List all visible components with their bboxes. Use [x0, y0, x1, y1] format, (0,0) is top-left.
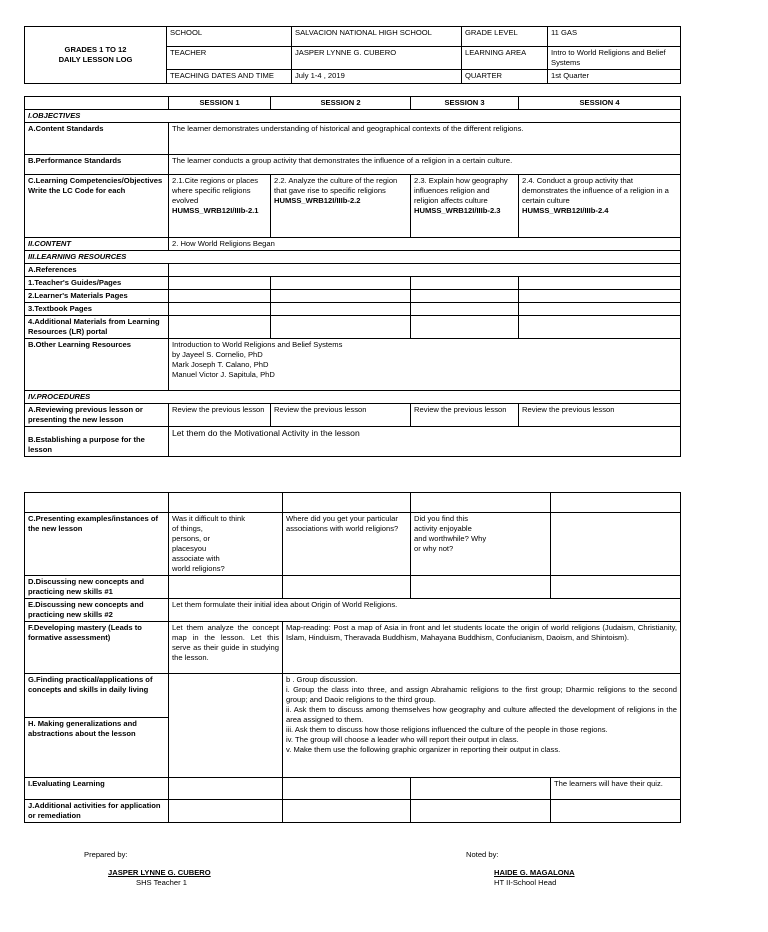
generalizations-label: H. Making generalizations and abstractions about the lesson — [25, 718, 169, 778]
competency-session-4 — [519, 175, 681, 238]
empty-cell — [551, 800, 681, 823]
textbook-pages-label: 3.Textbook Pages — [25, 303, 169, 316]
empty-cell — [25, 493, 169, 513]
performance-standards-label: B.Performance Standards — [25, 155, 169, 175]
empty-cell — [411, 800, 551, 823]
competency-3-code: HUMSS_WRB12I/IIIb-2.3 — [414, 206, 501, 215]
group-line: iv. The group will choose a leader who will report their output in class. — [286, 735, 519, 744]
empty-cell — [271, 303, 411, 316]
other-resources-line: Manuel Victor J. Sapitula, PhD — [172, 370, 275, 379]
noted-by-label: Noted by: — [466, 850, 499, 859]
prepared-by-title: SHS Teacher 1 — [136, 878, 187, 887]
quarter-label: QUARTER — [462, 70, 548, 84]
establishing-purpose-text: Let them do the Motivational Activity in the lesson — [169, 427, 681, 457]
teachers-guides-label: 1.Teacher's Guides/Pages — [25, 277, 169, 290]
content-standards-label: A.Content Standards — [25, 123, 169, 155]
review-session-3: Review the previous lesson — [411, 404, 519, 427]
presenting-session-3: Did you find this activity enjoyable and worthwhile? Why or why not? — [411, 513, 551, 576]
empty-cell — [169, 303, 271, 316]
other-resources-label: B.Other Learning Resources — [25, 339, 169, 391]
group-line: iii. Ask them to discuss how those religions influenced the culture of the people in those regions. — [286, 725, 608, 734]
developing-mastery-label: F.Developing mastery (Leads to formative assessment) — [25, 622, 169, 674]
dll-title — [25, 27, 167, 84]
area-label: LEARNING AREA — [462, 47, 548, 70]
session-3-header: SESSION 3 — [411, 97, 519, 110]
discussing-2-text: Let them formulate their initial idea about Origin of World Religions. — [169, 599, 681, 622]
references-label: A.References — [25, 264, 169, 277]
references-cell — [169, 264, 681, 277]
competency-4-code: HUMSS_WRB12I/IIIb-2.4 — [522, 206, 609, 215]
empty-cell — [169, 800, 283, 823]
empty-cell — [551, 576, 681, 599]
group-line: v. Make them use the following graphic organizer in reporting their output in class. — [286, 745, 561, 754]
lesson-table-part2 — [24, 492, 681, 823]
school-label: SCHOOL — [167, 27, 292, 47]
empty-cell — [411, 493, 551, 513]
area-value: Intro to World Religions and Belief Systems — [548, 47, 681, 70]
grade-label: GRADE LEVEL — [462, 27, 548, 47]
empty-cell — [411, 277, 519, 290]
empty-cell — [271, 277, 411, 290]
empty-cell — [283, 778, 411, 800]
finding-applications-label: G.Finding practical/applications of concepts and skills in daily living — [25, 674, 169, 718]
teacher-label: TEACHER — [167, 47, 292, 70]
evaluating-label: I.Evaluating Learning — [25, 778, 169, 800]
developing-session-1: Let them analyze the concept map in the lesson. Let this serve as their guide in studying the lesson. — [169, 622, 283, 674]
other-resources-line: by Jayeel S. Cornelio, PhD — [172, 350, 263, 359]
empty-cell — [411, 290, 519, 303]
group-discussion-text — [283, 674, 681, 778]
group-line: ii. Ask them to discuss among themselves how geography and culture affected the development of religions in the area assigned to them. — [286, 705, 677, 724]
competency-session-1 — [169, 175, 271, 238]
dates-value: July 1-4 , 2019 — [292, 70, 462, 84]
lesson-table-part1 — [24, 96, 681, 457]
dates-label: TEACHING DATES AND TIME — [167, 70, 292, 84]
empty-cell — [283, 576, 411, 599]
school-value: SALVACION NATIONAL HIGH SCHOOL — [292, 27, 462, 47]
discussing-2-label: E.Discussing new concepts and practicing new skills #2 — [25, 599, 169, 622]
presenting-examples-label: C.Presenting examples/instances of the new lesson — [25, 513, 169, 576]
header-table — [24, 26, 681, 84]
empty-cell — [169, 277, 271, 290]
developing-map-reading: Map-reading: Post a map of Asia in front and let students locate the origin of world religions (Judaism, Christianity, Islam, Hinduism, Theravada Buddhism, Mahayana Buddhism, Confucianism, Daoism, and Shintoism). — [283, 622, 681, 674]
content-standards-text: The learner demonstrates understanding of historical and geographical contexts of the different religions. — [169, 123, 681, 155]
discussing-1-label: D.Discussing new concepts and practicing new skills #1 — [25, 576, 169, 599]
grade-value: 11 GAS — [548, 27, 681, 47]
other-resources-line: Introduction to World Religions and Belief Systems — [172, 340, 343, 349]
additional-activities-label: J.Additional activities for application or remediation — [25, 800, 169, 823]
learners-materials-label: 2.Learner's Materials Pages — [25, 290, 169, 303]
presenting-session-2: Where did you get your particular associations with world religions? — [283, 513, 411, 576]
prepared-by-name: JASPER LYNNE G. CUBERO — [108, 868, 211, 877]
empty-cell — [271, 290, 411, 303]
empty-cell — [519, 316, 681, 339]
session-1-header: SESSION 1 — [169, 97, 271, 110]
empty-cell — [271, 316, 411, 339]
content-heading: II.CONTENT — [25, 238, 169, 251]
group-line: b . Group discussion. — [286, 675, 358, 684]
competency-4-text: 2.4. Conduct a group activity that demonstrates the influence of a religion in a certain culture — [522, 176, 669, 205]
empty-cell — [519, 290, 681, 303]
empty-cell — [519, 303, 681, 316]
empty-cell — [411, 778, 551, 800]
procedures-heading: IV.PROCEDURES — [25, 391, 681, 404]
session-header-blank — [25, 97, 169, 110]
competencies-label: C.Learning Competencies/Objectives Write the LC Code for each — [25, 175, 169, 238]
empty-cell — [411, 576, 551, 599]
noted-by-name: HAIDE G. MAGALONA — [494, 868, 575, 877]
empty-cell — [551, 493, 681, 513]
empty-cell — [169, 316, 271, 339]
other-resources-text — [169, 339, 681, 391]
objectives-heading: I.OBJECTIVES — [25, 110, 681, 123]
noted-by-title: HT II-School Head — [494, 878, 557, 887]
empty-cell — [411, 303, 519, 316]
review-session-2: Review the previous lesson — [271, 404, 411, 427]
empty-cell — [411, 316, 519, 339]
group-line: i. Group the class into three, and assign Abrahamic religions to the first group; Dharmic religions to the second group; and Daoic religions to the third group. — [286, 685, 677, 704]
presenting-session-1: Was it difficult to think of things, persons, or placesyou associate with world religions? — [169, 513, 283, 576]
empty-cell — [169, 778, 283, 800]
performance-standards-text: The learner conducts a group activity that demonstrates the influence of a religion in a certain culture. — [169, 155, 681, 175]
empty-cell — [169, 674, 283, 778]
reviewing-label: A.Reviewing previous lesson or presenting the new lesson — [25, 404, 169, 427]
review-session-4: Review the previous lesson — [519, 404, 681, 427]
competency-2-text: 2.2. Analyze the culture of the region that gave rise to specific religions — [274, 176, 398, 195]
additional-materials-label: 4.Additional Materials from Learning Resources (LR) portal — [25, 316, 169, 339]
evaluating-session-4: The learners will have their quiz. — [551, 778, 681, 800]
dll-title-line2: DAILY LESSON LOG — [58, 55, 133, 64]
competency-session-3 — [411, 175, 519, 238]
other-resources-line: Mark Joseph T. Calano, PhD — [172, 360, 269, 369]
session-4-header: SESSION 4 — [519, 97, 681, 110]
competency-session-2 — [271, 175, 411, 238]
empty-cell — [283, 800, 411, 823]
empty-cell — [169, 290, 271, 303]
empty-cell — [283, 493, 411, 513]
empty-cell — [169, 576, 283, 599]
establishing-purpose-label: B.Establishing a purpose for the lesson — [25, 427, 169, 457]
empty-cell — [551, 513, 681, 576]
resources-heading: III.LEARNING RESOURCES — [25, 251, 681, 264]
review-session-1: Review the previous lesson — [169, 404, 271, 427]
prepared-by-label: Prepared by: — [84, 850, 128, 859]
dll-title-line1: GRADES 1 TO 12 — [64, 45, 127, 54]
competency-3-text: 2.3. Explain how geography influences religion and religion affects culture — [414, 176, 508, 205]
empty-cell — [519, 277, 681, 290]
quarter-value: 1st Quarter — [548, 70, 681, 84]
competency-2-code: HUMSS_WRB12I/IIIb-2.2 — [274, 196, 361, 205]
competency-1-text: 2.1.Cite regions or places where specific religions evolved — [172, 176, 259, 205]
competency-1-code: HUMSS_WRB12I/IIIb-2.1 — [172, 206, 259, 215]
content-text: 2. How World Religions Began — [169, 238, 681, 251]
teacher-value: JASPER LYNNE G. CUBERO — [292, 47, 462, 70]
session-2-header: SESSION 2 — [271, 97, 411, 110]
empty-cell — [169, 493, 283, 513]
